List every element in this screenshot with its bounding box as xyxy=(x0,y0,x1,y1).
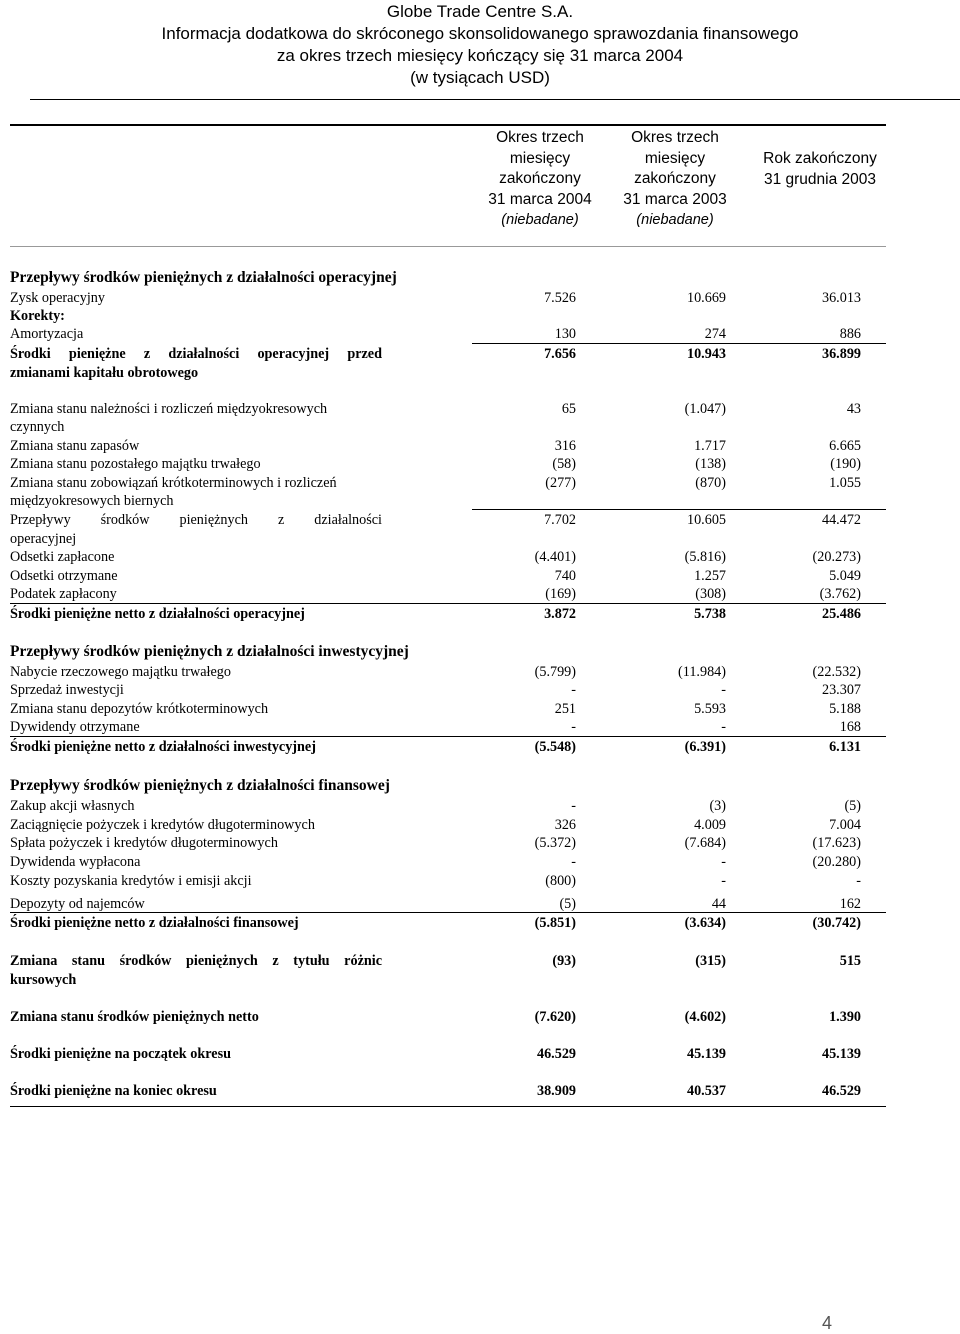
table-row-zobowiazania-cont: międzyokresowych biernych xyxy=(10,493,174,509)
table-row-roznice-kursowe: Zmiana stanu środków pieniężnych z tytułu różnic (93) (315) 515 xyxy=(10,953,861,969)
total-rule xyxy=(10,736,886,737)
currency-note: (w tysiącach USD) xyxy=(410,68,550,87)
column-header-year-2003: Rok zakończony 31 grudnia 2003 xyxy=(763,150,877,188)
unaudited-note: (niebadane) xyxy=(636,212,714,228)
table-row-przed: Środki pieniężne z działalności operacyjnej przed 7.656 10.943 36.899 xyxy=(10,346,861,362)
table-row-netto-operacyjna: Środki pieniężne netto z działalności operacyjnej 3.872 5.738 25.486 xyxy=(10,606,861,622)
header-divider xyxy=(30,99,960,100)
table-row-odsetki-otrzymane: Odsetki otrzymane 740 1.257 5.049 xyxy=(10,568,861,584)
table-row-podatek: Podatek zapłacony (169) (308) (3.762) xyxy=(10,586,861,602)
table-row-dywidendy-otrzymane: Dywidendy otrzymane - - 168 xyxy=(10,719,861,735)
company-name: Globe Trade Centre S.A. xyxy=(386,2,574,21)
table-row-netto-finansowa: Środki pieniężne netto z działalności finansowej (5.851) (3.634) (30.742) xyxy=(10,915,861,931)
table-row-pozostaly: Zmiana stanu pozostałego majątku trwałego (58) (138) (190) xyxy=(10,456,861,472)
table-row-poczatek-okresu: Środki pieniężne na początek okresu 46.529 45.139 45.139 xyxy=(10,1046,861,1062)
table-row-netto-inwestycyjna: Środki pieniężne netto z działalności inwestycyjnej (5.548) (6.391) 6.131 xyxy=(10,739,861,755)
table-row-amortyzacja: Amortyzacja 130 274 886 xyxy=(10,326,861,342)
total-rule xyxy=(10,912,886,913)
table-row-przeplywy-cont: operacyjnej xyxy=(10,531,77,547)
table-row-zysk: Zysk operacyjny 7.526 10.669 36.013 xyxy=(10,290,861,306)
column-header-q1-2003: Okres trzech miesięcy zakończony 31 marca 2003 (niebadane) xyxy=(590,128,760,231)
table-row-nabycie: Nabycie rzeczowego majątku trwałego (5.799) (11.984) (22.532) xyxy=(10,664,861,680)
table-row-zobowiazania: Zmiana stanu zobowiązań krótkoterminowych i rozliczeń (277) (870) 1.055 xyxy=(10,475,861,491)
table-row-zaciagniecie: Zaciągnięcie pożyczek i kredytów długoterminowych 326 4.009 7.004 xyxy=(10,817,861,833)
table-row-zmiana-netto: Zmiana stanu środków pieniężnych netto (7.620) (4.602) 1.390 xyxy=(10,1009,861,1025)
table-row-roznice-kursowe-cont: kursowych xyxy=(10,972,77,988)
table-row-naleznosci: Zmiana stanu należności i rozliczeń międzyokresowych 65 (1.047) 43 xyxy=(10,401,861,417)
table-row-depozyty-najemcow: Depozyty od najemców (5) 44 162 xyxy=(10,896,861,912)
column-header-q1-2004: Okres trzech miesięcy zakończony 31 marca 2004 (niebadane) xyxy=(455,128,625,231)
table-row-odsetki-zaplacone: Odsetki zapłacone (4.401) (5.816) (20.273) xyxy=(10,549,861,565)
section-title-financing: Przepływy środków pieniężnych z działalności finansowej xyxy=(10,777,390,794)
table-bottom-rule xyxy=(10,1106,886,1107)
table-row-zapasy: Zmiana stanu zapasów 316 1.717 6.665 xyxy=(10,438,861,454)
section-title-investing: Przepływy środków pieniężnych z działalności inwestycyjnej xyxy=(10,643,409,660)
section-title-operating: Przepływy środków pieniężnych z działalności operacyjnej xyxy=(10,269,397,286)
table-row-koniec-okresu: Środki pieniężne na koniec okresu 38.909 40.537 46.529 xyxy=(10,1083,861,1099)
report-title: Informacja dodatkowa do skróconego skonsolidowanego sprawozdania finansowego xyxy=(161,24,799,43)
subtotal-rule xyxy=(472,343,886,344)
table-row-dywidenda-wyplacona: Dywidenda wypłacona - - (20.280) xyxy=(10,854,861,870)
table-row-sprzedaz: Sprzedaż inwestycji - - 23.307 xyxy=(10,682,861,698)
table-row-koszty: Koszty pozyskania kredytów i emisji akcji (800) - - xyxy=(10,873,861,889)
column-header-rule xyxy=(10,246,886,247)
total-rule xyxy=(10,603,886,604)
table-row-zakup-akcji: Zakup akcji własnych - (3) (5) xyxy=(10,798,861,814)
page-number: 4 xyxy=(821,1313,832,1333)
table-row-korekty: Korekty: xyxy=(10,308,65,324)
table-row-naleznosci-cont: czynnych xyxy=(10,419,65,435)
table-row-przed-cont: zmianami kapitału obrotowego xyxy=(10,365,199,381)
report-period: za okres trzech miesięcy kończący się 31 marca 2004 xyxy=(276,46,684,65)
table-row-depozyty-krotkoterminowe: Zmiana stanu depozytów krótkoterminowych 251 5.593 5.188 xyxy=(10,701,861,717)
table-row-splata: Spłata pożyczek i kredytów długoterminowych (5.372) (7.684) (17.623) xyxy=(10,835,861,851)
subtotal-rule xyxy=(472,509,886,510)
unaudited-note: (niebadane) xyxy=(501,212,579,228)
table-top-rule xyxy=(10,124,886,126)
table-row-przeplywy: Przepływy środków pieniężnych z działalności 7.702 10.605 44.472 xyxy=(10,512,861,528)
